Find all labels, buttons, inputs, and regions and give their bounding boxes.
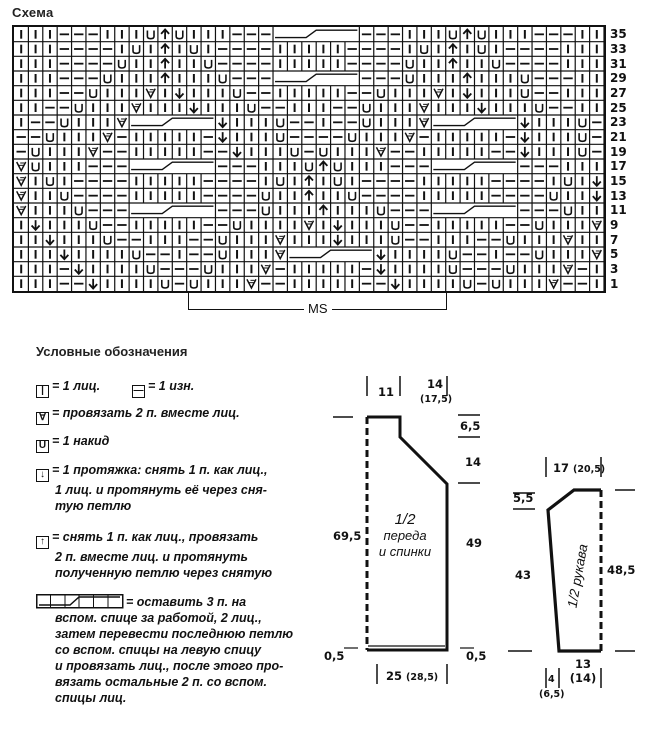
yarn-over-cell	[234, 221, 241, 229]
row-number: 29	[610, 71, 627, 86]
row-number: 15	[610, 174, 627, 188]
slip-knit-pass-cell	[593, 191, 601, 201]
yarn-over-cell	[392, 221, 399, 229]
yarn-over-cell	[550, 192, 557, 200]
k2tog-cell	[117, 118, 126, 127]
slip-knit-pass-cell	[75, 264, 83, 274]
slip-k2tog-psso-cell	[463, 30, 471, 40]
yarn-over-cell	[263, 207, 270, 215]
k2tog-cell	[17, 162, 26, 171]
cable-cell	[131, 159, 215, 174]
yarn-over-cell	[306, 163, 313, 171]
row-number: 23	[610, 115, 627, 130]
yarn-over-cell	[291, 148, 298, 156]
row-number: 33	[610, 42, 627, 56]
legend-item-k2tog	[36, 405, 240, 425]
legend-text: со вспом. спицы на левую спицу	[55, 643, 262, 657]
legend-text: спицы лиц.	[55, 691, 127, 705]
slip-knit-pass-cell	[521, 118, 529, 128]
k2tog-cell	[247, 279, 256, 288]
yarn-over-cell	[61, 192, 68, 200]
cable-cell	[131, 203, 215, 218]
row-number: 25	[610, 100, 627, 115]
slip-knit-pass-cell	[334, 220, 342, 230]
cable-cell	[131, 115, 215, 130]
legend-text: вспом. спице за работой, 2 лиц.,	[55, 611, 262, 625]
slip-knit-pass-cell	[89, 279, 97, 289]
dim-hem-left: 0,5	[324, 649, 345, 663]
dim-value-alt: (20,5)	[573, 464, 606, 475]
slip-k2tog-psso-cell	[449, 44, 457, 54]
k2tog-cell	[103, 133, 112, 142]
yarn-over-cell	[219, 75, 226, 83]
slip-knit-pass-cell	[478, 103, 486, 113]
dim-neck-depth: 14	[465, 455, 482, 469]
cable-cell	[433, 203, 517, 218]
cable-cell	[275, 71, 359, 86]
chart-cells	[14, 27, 604, 291]
k2tog-cell	[146, 89, 155, 98]
legend-text: тую петлю	[55, 499, 132, 513]
yarn-over-cell	[536, 221, 543, 229]
k2tog-cell	[17, 177, 26, 186]
slip-k2tog-psso-cell	[319, 206, 327, 216]
row-number: 17	[610, 159, 627, 174]
slip-knit-pass-cell	[46, 235, 54, 245]
yarn-over-cell	[147, 31, 154, 39]
yarn-over-cell	[334, 163, 341, 171]
body-label	[370, 512, 440, 560]
yarn-over-cell	[90, 221, 97, 229]
yarn-over-cell	[147, 265, 154, 273]
k2tog-cell	[89, 147, 98, 156]
yarn-over-cell	[47, 133, 54, 141]
yarn-over-cell	[421, 45, 428, 53]
slip-k2tog-psso-cell	[463, 74, 471, 84]
legend-text: вязать остальные 2 п. со вспом.	[55, 675, 267, 689]
yarn-over-cell	[61, 119, 68, 127]
legend-text: полученную петлю через снятую	[55, 566, 273, 580]
k2tog-cell	[276, 250, 285, 259]
slip-knit-pass-cell	[190, 103, 198, 113]
dim-shoulder-drop: 6,5	[460, 419, 481, 433]
row-number: 21	[610, 130, 627, 144]
knit-stitch-icon: |	[36, 385, 49, 398]
legend-item-knit	[36, 378, 100, 398]
yarn-over-cell	[536, 251, 543, 259]
yarn-over-cell	[464, 280, 471, 288]
row-number: 1	[610, 276, 619, 291]
yarn-over-cell	[406, 75, 413, 83]
slip-knit-pass-cell	[219, 118, 227, 128]
dim-sleeve-bottom-left-alt	[539, 686, 565, 700]
yarn-over-cell	[565, 207, 572, 215]
yarn-over-cell	[32, 148, 39, 156]
chart-title: Схема	[12, 5, 54, 20]
yarn-over-cell	[234, 89, 241, 97]
sleeve-label: 1/2 рукава	[564, 542, 591, 609]
dim-sleeve-bottom-left	[548, 671, 555, 685]
yarn-over-cell	[450, 31, 457, 39]
row-number: 9	[610, 218, 619, 232]
yarn-over-cell	[378, 207, 385, 215]
yarn-over-cell	[378, 89, 385, 97]
slip-k2tog-psso-cell	[161, 59, 169, 69]
yarn-over-cell	[450, 265, 457, 273]
yarn-over-cell	[406, 60, 413, 68]
slip-knit-pass-cell	[521, 147, 529, 157]
dim-cap-height: 5,5	[513, 491, 534, 505]
legend-item-slip-knit-pass	[36, 462, 267, 514]
yarn-over-cell	[104, 236, 111, 244]
legend-text: и провязать лиц., после этого про-	[55, 659, 284, 673]
cable-cell	[433, 159, 517, 174]
yarn-over-cell	[565, 177, 572, 185]
yarn-over-cell	[579, 119, 586, 127]
slip-knit-pass-cell	[233, 147, 241, 157]
legend-text: = снять 1 п. как лиц., провязать	[52, 530, 259, 544]
yarn-over-cell	[191, 280, 198, 288]
yarn-over-cell	[205, 265, 212, 273]
cable-cell	[433, 115, 517, 130]
yarn-over-cell	[263, 192, 270, 200]
yarn-over-cell	[162, 280, 169, 288]
slip-knit-pass-cell	[334, 235, 342, 245]
yarn-over-cell	[277, 133, 284, 141]
row-number: 27	[610, 86, 627, 100]
slip-knit-pass-cell	[175, 88, 183, 98]
legend-item-yarn-over	[36, 433, 109, 453]
dim-sleeve-total: 48,5	[607, 563, 636, 577]
yarn-over-cell	[90, 89, 97, 97]
yarn-over-cell	[176, 31, 183, 39]
yarn-over-cell	[75, 104, 82, 112]
legend-text: затем перевести последнюю петлю	[55, 627, 294, 641]
yarn-over-cell	[579, 148, 586, 156]
dim-sleeve-top	[553, 461, 605, 475]
k2tog-cell	[592, 250, 601, 259]
legend-text: = 1 накид	[52, 434, 110, 448]
yarn-over-cell	[75, 207, 82, 215]
legend-text: = 1 изн.	[148, 379, 195, 393]
yarn-over-cell	[119, 60, 126, 68]
yarn-over-cell	[320, 148, 327, 156]
yarn-over-cell	[133, 45, 140, 53]
row-number: 11	[610, 203, 627, 218]
body-label-line: переда	[383, 528, 427, 543]
dim-value: 14	[426, 377, 443, 391]
yarn-over-cell	[248, 104, 255, 112]
yarn-over-cell	[450, 251, 457, 259]
slip-k2tog-psso-cell	[319, 162, 327, 172]
cable-icon	[36, 594, 124, 609]
body-label-line: и спинки	[378, 544, 432, 559]
yarn-over-cell	[133, 251, 140, 259]
yarn-over-cell	[349, 192, 356, 200]
k2tog-cell	[564, 235, 573, 244]
yarn-over-cell	[32, 163, 39, 171]
yarn-over-cell	[522, 89, 529, 97]
yarn-over-cell	[392, 236, 399, 244]
k2tog-cell	[592, 221, 601, 230]
row-number: 5	[610, 247, 619, 262]
dim-side-length: 49	[466, 536, 483, 550]
yarn-over-cell	[349, 133, 356, 141]
k2tog-cell	[434, 89, 443, 98]
yarn-over-cell	[219, 251, 226, 259]
yarn-over-cell	[363, 119, 370, 127]
slip-knit-pass-cell	[521, 132, 529, 142]
slip-k2tog-psso-cell	[305, 191, 313, 201]
yarn-over-cell	[493, 280, 500, 288]
k2tog-cell	[132, 103, 141, 112]
yarn-over-cell	[104, 75, 111, 83]
slip-k2tog-psso-cell	[161, 74, 169, 84]
legend-text: = оставить 3 п. на	[126, 595, 247, 609]
k2tog-cell	[549, 279, 558, 288]
dim-value: 25	[386, 669, 403, 683]
slip-k2tog-psso-cell	[161, 30, 169, 40]
k2tog-cell	[405, 133, 414, 142]
yarn-over-cell	[478, 45, 485, 53]
k2tog-cell	[564, 265, 573, 274]
slip-k2tog-psso-cell	[161, 44, 169, 54]
legend-item-slip-k2tog-psso	[36, 529, 272, 581]
dim-value-alt: (6,5)	[539, 689, 565, 700]
yarn-over-cell	[507, 265, 514, 273]
slip-knit-pass-cell	[391, 279, 399, 289]
k2tog-cell	[305, 221, 314, 230]
k2tog-cell	[420, 103, 429, 112]
dim-top-left: 11	[378, 385, 395, 399]
legend-text: = 1 протяжка: снять 1 п. как лиц.,	[52, 463, 268, 477]
slip-knit-pass-cell	[377, 264, 385, 274]
slip-knit-pass-cell	[593, 176, 601, 186]
k2tog-cell	[276, 235, 285, 244]
legend-title: Условные обозначения	[36, 344, 188, 359]
slip-k2tog-psso-cell	[449, 59, 457, 69]
yarn-over-cell	[493, 60, 500, 68]
slip-knit-pass-cell	[463, 88, 471, 98]
yarn-over-cell	[522, 75, 529, 83]
slip-knit-pass-cell	[219, 132, 227, 142]
dim-value: 17	[553, 461, 570, 475]
cable-cell	[275, 27, 359, 42]
knitting-chart-grid	[12, 25, 606, 293]
row-number: 3	[610, 262, 619, 276]
dim-sleeve-bottom	[568, 657, 598, 685]
slip-knit-pass-cell	[32, 220, 40, 230]
dim-bottom-width	[386, 669, 438, 683]
dim-total-length: 69,5	[333, 529, 362, 543]
repeat-label: MS	[304, 301, 332, 316]
yarn-over-cell	[579, 133, 586, 141]
purl-stitch-icon: —	[133, 385, 144, 396]
slip-knit-pass-cell	[60, 250, 68, 260]
yarn-over-cell	[478, 31, 485, 39]
k2tog-icon: ∀	[36, 412, 49, 425]
dim-sleeve-side: 43	[515, 568, 532, 582]
dim-value-alt: (17,5)	[420, 394, 453, 405]
arrow-up-icon: ↑	[36, 536, 49, 549]
row-number: 13	[610, 188, 627, 203]
yarn-over-icon: U	[36, 440, 49, 453]
legend-text: = 1 лиц.	[52, 379, 101, 393]
k2tog-cell	[17, 206, 26, 215]
legend-text: = провязать 2 п. вместе лиц.	[52, 406, 240, 420]
k2tog-cell	[376, 147, 385, 156]
arrow-down-icon: ↓	[36, 469, 49, 482]
legend-item-purl	[132, 378, 194, 398]
dim-value-alt: (14)	[569, 671, 597, 685]
cable-cell	[289, 247, 373, 262]
body-label-line: 1/2	[394, 511, 416, 528]
yarn-over-cell	[219, 236, 226, 244]
dim-value-alt: (28,5)	[406, 672, 439, 683]
row-number: 35	[610, 27, 627, 42]
yarn-over-cell	[363, 104, 370, 112]
yarn-over-cell	[334, 177, 341, 185]
dim-value: 13	[574, 657, 591, 671]
dim-value: 4	[548, 674, 555, 685]
row-number: 31	[610, 56, 627, 71]
legend-text: 1 лиц. и протянуть её через сня-	[55, 483, 267, 497]
dim-top-right	[420, 377, 453, 405]
row-number: 19	[610, 144, 627, 159]
k2tog-cell	[261, 265, 270, 274]
yarn-over-cell	[277, 177, 284, 185]
k2tog-cell	[17, 191, 26, 200]
legend-text: 2 п. вместе лиц. и протянуть	[55, 550, 248, 564]
yarn-over-cell	[277, 119, 284, 127]
k2tog-cell	[420, 118, 429, 127]
slip-k2tog-psso-cell	[305, 176, 313, 186]
dim-hem-right: 0,5	[466, 649, 487, 663]
yarn-over-cell	[191, 45, 198, 53]
yarn-over-cell	[205, 60, 212, 68]
row-number: 7	[610, 232, 619, 247]
slip-knit-pass-cell	[377, 250, 385, 260]
yarn-over-cell	[47, 177, 54, 185]
legend-item-cable	[36, 594, 293, 706]
yarn-over-cell	[507, 236, 514, 244]
yarn-over-cell	[536, 104, 543, 112]
